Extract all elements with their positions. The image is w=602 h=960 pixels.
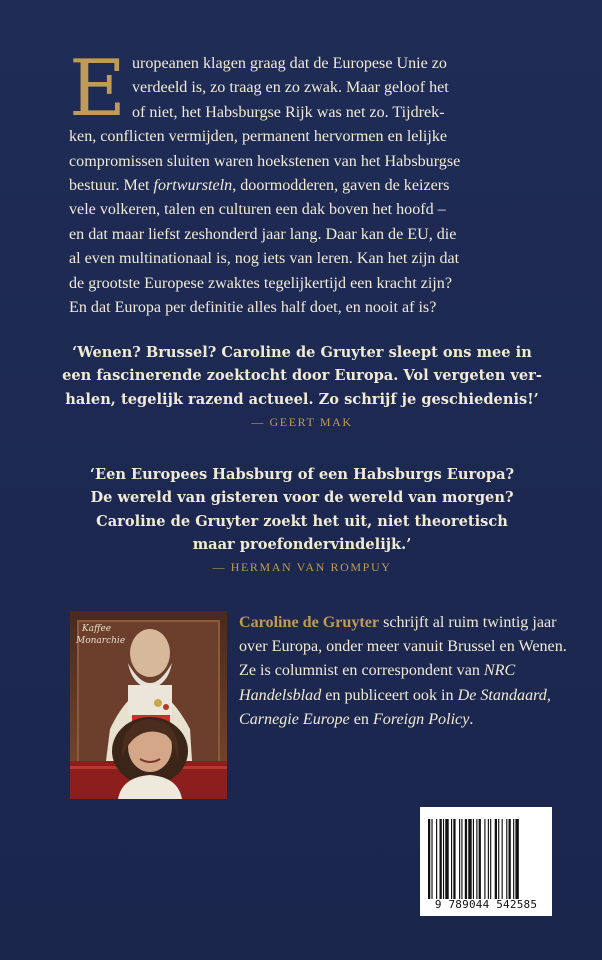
- barcode-bars: [428, 819, 544, 899]
- barcode-bar: [459, 819, 460, 899]
- publication-names: De Standaard, Carnegie Europe: [239, 686, 551, 728]
- barcode-bar: [509, 819, 511, 899]
- drop-cap: E: [69, 44, 126, 134]
- quote-attribution: — HERMAN VAN ROMPUY: [212, 560, 392, 575]
- italic-term: fortwursteln: [153, 177, 233, 195]
- barcode-bar: [484, 819, 485, 899]
- barcode-bar: [488, 819, 489, 899]
- barcode-bar: [461, 819, 462, 899]
- barcode-bar: [506, 819, 507, 899]
- author-name: Caroline de Gruyter: [239, 614, 380, 631]
- quote-text: ‘Wenen? Brussel? Caroline de Gruyter sleept ons mee in een fascinerende zoektocht door Europa. Vol vergeten ver- halen, tegelijk razend actueel. Zo schrijf je geschiedenis!’: [62, 344, 542, 408]
- barcode-bar: [502, 819, 503, 899]
- newspaper-name: Handelsblad: [239, 686, 322, 704]
- barcode-bar: [498, 819, 499, 899]
- barcode-bar: [468, 819, 471, 899]
- barcode-bar: [431, 819, 432, 899]
- barcode-bar: [443, 819, 444, 899]
- newspaper-prefix: NRC: [483, 662, 516, 680]
- barcode-bar: [513, 819, 514, 899]
- isbn-number: 9 789044 542585: [434, 898, 538, 911]
- endorsement-quote-1: [52, 341, 552, 430]
- blurb-text: uropeanen klagen graag dat de Europese Unie zo verdeeld is, zo traag en zo zwak. Maar geloof het of niet, het Habsburgse Rijk was net zo. Tijdrek- ken, conflicten vermijden, permanent hervormen en lelijke compromissen sluiten waren hoekstenen van het Habsburgse bestuur. Met fortwursteln, doormodderen, gaven de keizers vele volkeren, talen en culturen een dak boven het hoofd – en dat maar liefst zeshonderd jaar lang. Daar kan de EU, die al even multinationaal is, nog iets van leren. Kan het zijn dat de grootste Europese zwaktes tegelijkertijd een kracht zijn? En dat Europa per definitie alles half doet, en nooit af is?: [69, 55, 461, 317]
- barcode-bar: [473, 819, 474, 899]
- blurb: [69, 44, 554, 320]
- barcode-bar: [479, 819, 481, 899]
- author-bio: Caroline de Gruyter schrijft al ruim twintig jaar over Europa, onder meer vanuit Brussel en Wenen. Ze is columnist en correspondent van NRC Handelsblad en publiceert ook in De Standaard, Carnegie Europe en Foreign Policy.: [239, 614, 567, 728]
- barcode-bar: [515, 819, 518, 899]
- quote-text: ‘Een Europees Habsburg of een Habsburgs Europa? De wereld van gisteren voor de wereld van morgen? Caroline de Gruyter zoekt het uit, niet theoretisch maar proefondervindelijk.’: [89, 466, 515, 553]
- barcode-bar: [476, 819, 477, 899]
- barcode-bar: [495, 819, 497, 899]
- isbn-barcode: [420, 807, 552, 916]
- barcode-bar: [451, 819, 452, 899]
- svg-text:Kaffee: Kaffee: [82, 624, 112, 634]
- barcode-bar: [453, 819, 455, 899]
- barcode-bar: [445, 819, 448, 899]
- barcode-bar: [465, 819, 467, 899]
- quote-attribution: — GEERT MAK: [251, 414, 353, 429]
- barcode-bar: [440, 819, 442, 899]
- svg-text:Monarchie: Monarchie: [76, 636, 126, 646]
- barcode-bar: [436, 819, 437, 899]
- barcode-bar: [490, 819, 491, 899]
- author-photo-illustration: [70, 611, 227, 799]
- endorsement-quote-2: [52, 463, 552, 575]
- barcode-bar: [428, 819, 430, 899]
- publication-name: Foreign Policy: [372, 710, 470, 728]
- author-photo: [70, 611, 227, 799]
